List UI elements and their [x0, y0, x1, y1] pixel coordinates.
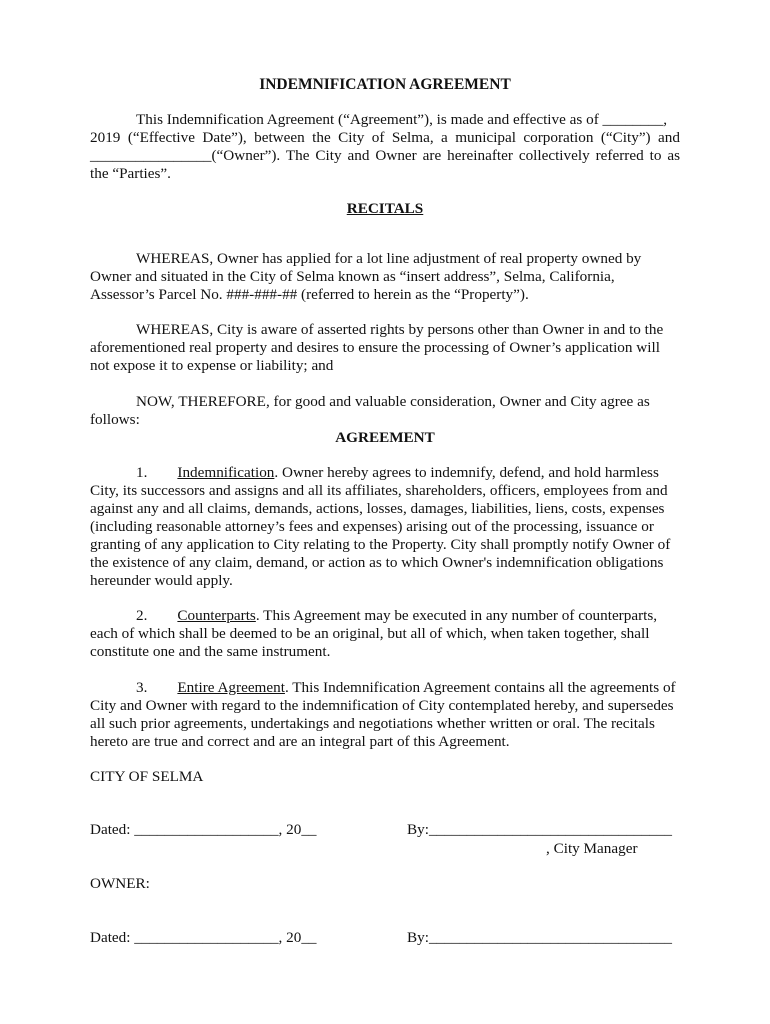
section-2-heading: Counterparts [177, 607, 256, 624]
section-2 [90, 607, 680, 661]
owner-signature-line[interactable]: By:________________________________ [407, 929, 672, 946]
document-title: INDEMNIFICATION AGREEMENT [259, 76, 511, 93]
intro-paragraph [90, 111, 680, 183]
whereas-paragraph-2: WHEREAS, City is aware of asserted rights by persons other than Owner in and to the aforementioned real property and desires to ensure the processing of Owner’s application will not expose it to expense or liability; and [90, 321, 664, 374]
recitals-heading-text: RECITALS [346, 200, 424, 217]
city-manager-title: , City Manager [546, 840, 638, 857]
intro-line-2: 2019 (“Effective Date”), between the City of Selma, a municipal corporation (“City”) and [90, 129, 680, 146]
recitals-heading [0, 200, 770, 218]
agreement-heading: AGREEMENT [335, 429, 435, 446]
section-1-heading: Indemnification [177, 464, 275, 481]
section-1 [90, 464, 680, 590]
whereas-paragraph-1: WHEREAS, Owner has applied for a lot line adjustment of real property owned by Owner and situated in the City of Selma known as “insert address”, Selma, California, Assessor’s Parcel No. ###-###-## (referred to herein as the “Property”). [90, 250, 642, 303]
section-1-text: . Owner hereby agrees to indemnify, defend, and hold harmless City, its successors and assigns and all its affiliates, shareholders, officers, employees from and against any and all claims, demands, actions, losses, damages, liabilities, liens, costs, expenses (including reasonable attorney’s fees and expenses) arising out of the processing, issuance or granting of any application to City relating to the Property. City shall promptly notify Owner of the existence of any claim, demand, or action as to which Owner's indemnification obligations hereunder would apply. [90, 464, 671, 589]
section-3-heading: Entire Agreement [177, 679, 285, 696]
intro-line-1: This Indemnification Agreement (“Agreement”), is made and effective as of ________, [136, 111, 668, 128]
section-2-text: . This Agreement may be executed in any number of counterparts, each of which shall be deemed to be an original, but all of which, when taken together, shall constitute one and the same instrument. [90, 607, 658, 660]
owner-dated-line[interactable]: Dated: ___________________, 20__ [90, 929, 317, 946]
city-of-selma-label: CITY OF SELMA [90, 768, 204, 785]
section-2-number: 2. [136, 607, 148, 624]
intro-line-4: the “Parties”. [90, 165, 171, 182]
now-therefore-paragraph: NOW, THEREFORE, for good and valuable consideration, Owner and City agree as follows: [90, 393, 650, 428]
section-3-text: . This Indemnification Agreement contains all the agreements of City and Owner with regard to the indemnification of City contemplated hereby, and supersedes all such prior agreements, undertakings and negotiations whether written or oral. The recitals hereto are true and correct and are an integral part of this Agreement. [90, 679, 676, 750]
section-1-number: 1. [136, 464, 148, 481]
city-dated-line[interactable]: Dated: ___________________, 20__ [90, 821, 317, 838]
intro-line-3: ________________(“Owner”). The City and Owner are hereinafter collectively referred to as [90, 147, 680, 164]
section-3-number: 3. [136, 679, 148, 696]
section-3 [90, 679, 680, 751]
city-signature-line[interactable]: By:________________________________ [407, 821, 672, 838]
owner-label: OWNER: [90, 875, 150, 892]
